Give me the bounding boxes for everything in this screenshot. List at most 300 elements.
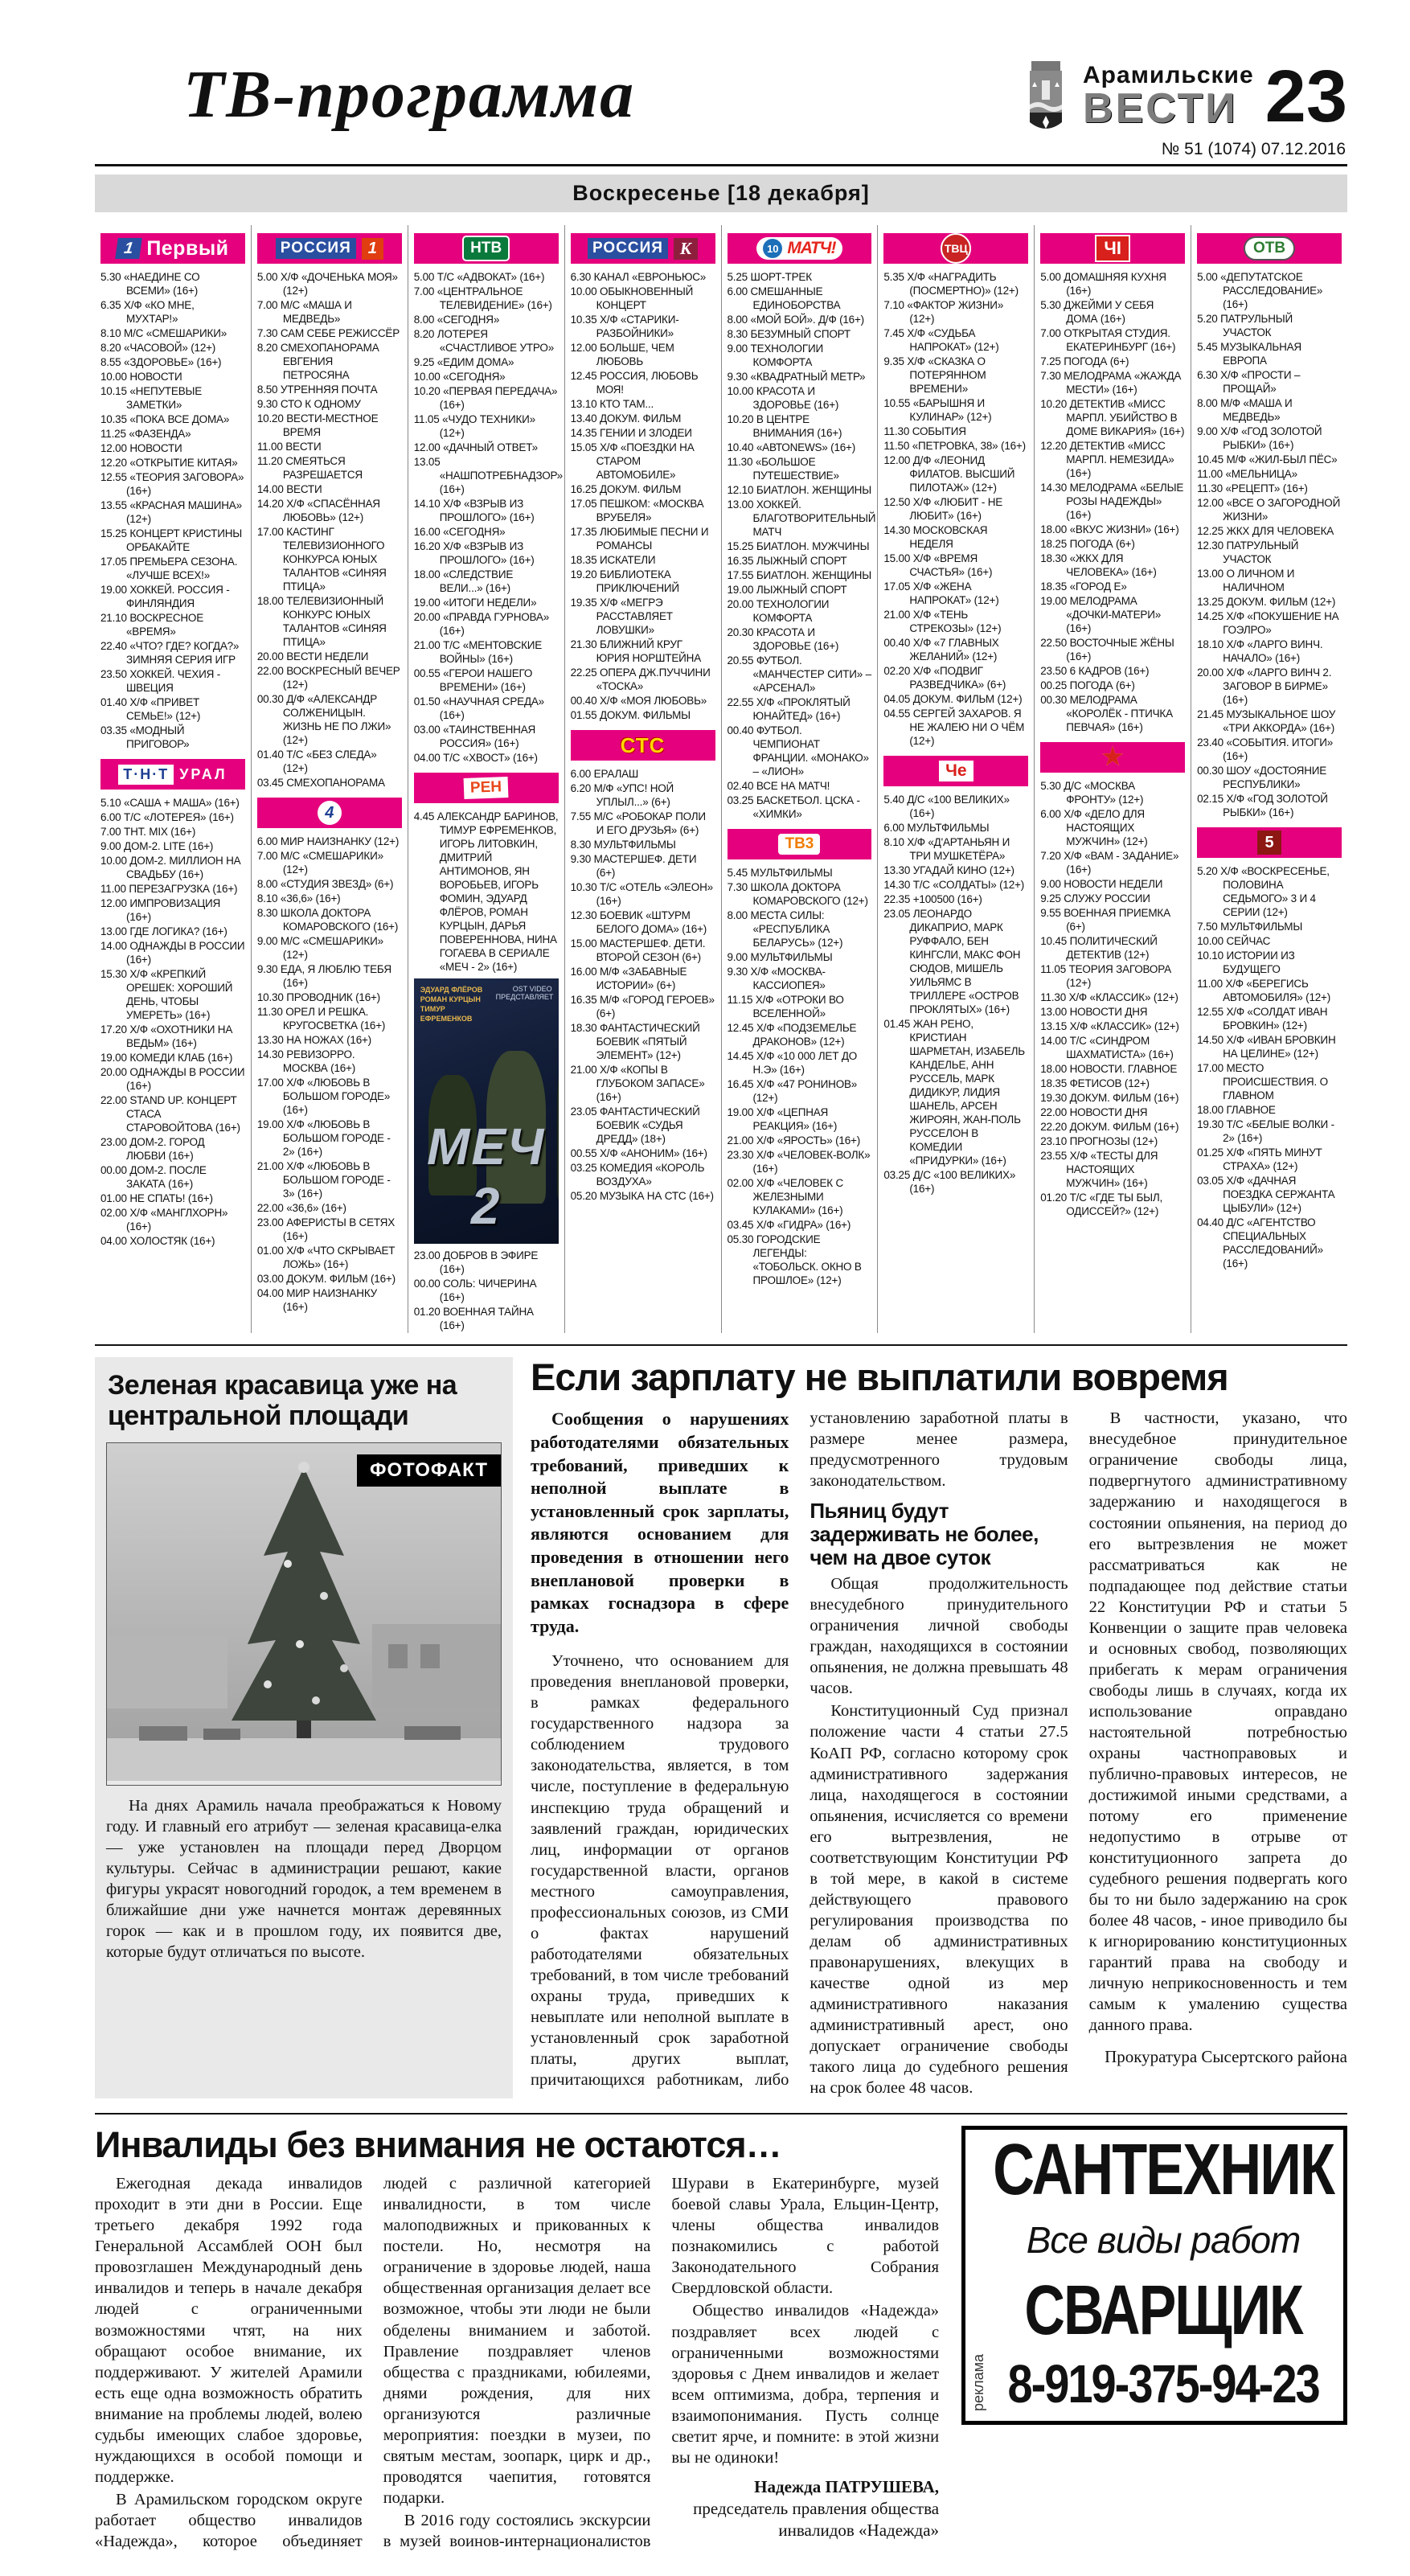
listing-item: 5.30 Д/С «МОСКВА ФРОНТУ» (12+) [1040,780,1144,806]
listing-item: 10.20 ДЕТЕКТИВ «МИСС МАРПЛ. УБИЙСТВО В ДОМЕ ВИКАРИЯ» (16+) [1040,398,1185,437]
mech2-promo-image [414,978,559,1244]
listing-item: 17.05 ПЕШКОМ: «МОСКВА ВРУБЕЛЯ» [570,498,704,523]
listing-item: 17.00 Х/Ф «ЛЮБОВЬ В БОЛЬШОМ ГОРОДЕ» (16+) [256,1077,391,1116]
listing-item: 21.00 Х/Ф «ТЕНЬ СТРЕКОЗЫ» (12+) [883,609,1002,634]
listing-item: 10.45 ПОЛИТИЧЕСКИЙ ДЕТЕКТИВ (12+) [1040,935,1158,961]
listing-item: 7.25 ПОГОДА (6+) [1040,355,1129,367]
listing-item: 9.00 ТЕХНОЛОГИИ КОМФОРТА [727,343,823,368]
che-logo-icon: Че [939,761,973,781]
listing-item: 01.00 НЕ СПАТЬ! (16+) [100,1192,213,1204]
listing-item: 14.30 Т/С «СОЛДАТЫ» (12+) [883,879,1025,891]
listing-item: 10.35 «ПОКА ВСЕ ДОМА» [100,413,230,425]
listing-item: 01.40 Х/Ф «ПРИВЕТ СЕМЬЕ!» (12+) [100,696,201,722]
listing-item: 04.00 ХОЛОСТЯК (16+) [100,1235,215,1247]
listing-item: 03.05 Х/Ф «ДАЧНАЯ ПОЕЗДКА СЕРЖАНТА ЦЫБУЛИ» (12+) [1197,1175,1335,1214]
channel-header-tnt-ural [100,759,245,790]
listing-item: 14.30 МОСКОВСКАЯ НЕДЕЛЯ [883,524,988,550]
listing-item: 14.20 Х/Ф «СПАСЁННАЯ ЛЮБОВЬ» (12+) [256,498,380,523]
signature-name: Надежда ПАТРУШЕВА, [754,2476,940,2496]
listing-item: 8.00 «СТУДИЯ ЗВЕЗД» (6+) [256,878,394,890]
listing-item: 5.25 ШОРТ-ТРЕК [727,271,812,283]
listing-item: 21.00 Х/Ф «КОПЫ В ГЛУБОКОМ ЗАПАСЕ» (16+) [570,1064,705,1103]
paragraph: Общество инвалидов «Надежда» поздравляет всех людей с ограниченными возможностями здоровья с Днем инвалидов и желает всем оптимизма, добра, терпения и взаимопонимания. Пусть солнце светит ярче, и помните: в этой жизни вы не одиноки! [671,2302,940,2467]
listing-item: 14.25 Х/Ф «ПОКУШЕНИЕ НА ГОЭЛРО» [1197,610,1339,636]
listing-item: 5.20 Х/Ф «ВОСКРЕСЕНЬЕ, ПОЛОВИНА СЕДЬМОГО» 3 И 4 СЕРИИ (12+) [1197,865,1330,918]
listing-item: 12.00 БОЛЬШЕ, ЧЕМ ЛЮБОВЬ [570,342,674,367]
listing-item: 02.20 Х/Ф «ПОДВИГ РАЗВЕДЧИКА» (6+) [883,665,1006,691]
listing-item: 20.30 КРАСОТА И ЗДОРОВЬЕ (16+) [727,626,839,652]
listing-item: 13.00 НОВОСТИ ДНЯ [1040,1006,1148,1018]
listing-item: 14.30 МЕЛОДРАМА «БЕЛЫЕ РОЗЫ НАДЕЖДЫ» (16+) [1040,482,1184,521]
listing-item: 16.35 М/Ф «ГОРОД ГЕРОЕВ» (6+) [570,994,715,1019]
listing-item: 12.50 Х/Ф «ЛЮБИТ - НЕ ЛЮБИТ» (16+) [883,496,1003,522]
listing-item: 6.00 ЕРАЛАШ [570,768,639,780]
listing-item: 6.30 Х/Ф «ПРОСТИ – ПРОЩАЙ» [1197,369,1301,395]
listing-item: 13.30 НА НОЖАХ (16+) [256,1034,371,1046]
listing-item: 5.00 «ДЕПУТАТСКОЕ РАССЛЕДОВАНИЕ» (16+) [1197,271,1323,310]
listing-item: 13.10 КТО ТАМ... [570,398,654,410]
listing-item: 7.50 МУЛЬТФИЛЬМЫ [1197,921,1303,933]
invalids-signature [671,2476,939,2542]
listing-item: 19.00 МЕЛОДРАМА «ДОЧКИ-МАТЕРИ» (16+) [1040,595,1162,634]
paragraph: В Арамильском городском округе работает общество инвалидов «Надежда», которое объединяет людей с различной категорией инвалидности, в том числе малоподвижных и прикованных к постели. Но, несмотря на ограничение в здоровье людей, наша общественная организация делает все возможное, чтобы эти люди не были обделены вниманием и заботой. Правление поздравляет членов общества с праздниками, юбилеями, днями рождения, для них организуются различные мероприятия: поездки в музеи, по святым местам, зоопарк, цирк и др., проводятся чаепития, готовятся подарки. [95,2175,651,2550]
listings-sts [571,767,715,1203]
plumber-ad [961,2126,1347,2425]
tree-caption-text: На днях Арамиль начала преображаться к Новому году. И главный его атрибут — зеленая красавица-елка — уже установлен на площади перед Дворцом культуры. Сейчас в администрации решают, какие фигуры украсят новогодний городок, а тем временем в ближайшие дни уже начнется монтаж деревянных горок — как и в прошлом году, их появится две, которые будут отличаться по высоте. [106,1797,502,1962]
listing-item: 5.00 Х/Ф «ДОЧЕНЬКА МОЯ» (12+) [256,271,398,297]
listing-item: 03.45 Х/Ф «ГИДРА» (16+) [727,1219,851,1231]
channel-header-ren [414,773,559,803]
listing-item: 01.00 Х/Ф «ЧТО СКРЫВАЕТ ЛОЖЬ» (16+) [256,1245,396,1270]
listing-item: 03.35 «МОДНЫЙ ПРИГОВОР» [100,724,190,750]
listing-item: 12.30 БОЕВИК «ШТУРМ БЕЛОГО ДОМА» (16+) [570,909,707,935]
listing-item: 9.30 МАСТЕРШЕФ. ДЕТИ (6+) [570,853,697,879]
listing-item: 5.20 ПАТРУЛЬНЫЙ УЧАСТОК [1197,313,1293,338]
tv-column-6 [877,225,1034,1333]
listing-item: 17.20 Х/Ф «ОХОТНИКИ НА ВЕДЬМ» (16+) [100,1023,233,1049]
listing-item: 5.00 Т/С «АДВОКАТ» (16+) [413,271,545,283]
listing-item: 01.20 ВОЕННАЯ ТАЙНА (16+) [413,1306,534,1331]
ren-logo-icon: РЕН [464,777,509,799]
listings-rossiya1 [257,270,402,790]
listing-item: 8.20 СМЕХОПАНОРАМА ЕВГЕНИЯ ПЕТРОСЯНА [256,342,379,381]
listing-item: 01.45 ЖАН РЕНО, КРИСТИАН ШАРМЕТАН, ИЗАБЕЛЬ КАНДЕЛЬЕ, АНН РУССЕЛЬ, МАРК ДИДИКУР, ЛИДИЯ ШАНЕЛЬ, АРСЕН ЖИРОЯН, ЖАН-ПОЛЬ РУССЕЛОН В КОМЕДИИ «ПРИДУРКИ» (16+) [883,1018,1025,1167]
listing-item: 22.50 ВОСТОЧНЫЕ ЖЁНЫ (16+) [1040,637,1174,662]
listing-item: 21.10 ВОСКРЕСНОЕ «ВРЕМЯ» [100,612,204,638]
listing-item: 12.20 ДЕТЕКТИВ «МИСС МАРПЛ. НЕМЕЗИДА» (16+) [1040,440,1174,479]
listing-item: 11.30 Х/Ф «КЛАССИК» (12+) [1040,991,1178,1003]
salary-subhead: Пьяниц будут задерживать не более, чем на двое суток [810,1499,1039,1569]
tree-article-panel [95,1357,513,2098]
listing-item: 20.00 Х/Ф «ЛАРГО ВИНЧ 2. ЗАГОВОР В БИРМЕ» (16+) [1197,667,1332,706]
listings-tvc [883,270,1028,748]
channel-header-sts [571,730,715,761]
listing-item: 20.00 ВЕСТИ НЕДЕЛИ [256,650,369,662]
rossiya1-logo-one: 1 [362,238,383,260]
listing-item: 7.30 САМ СЕБЕ РЕЖИССЁР [256,327,400,339]
listing-item: 8.50 УТРЕННЯЯ ПОЧТА [256,384,378,396]
listing-item: 16.35 ЛЫЖНЫЙ СПОРТ [727,555,847,567]
listing-item: 20.00 ТЕХНОЛОГИИ КОМФОРТА [727,598,830,624]
listing-item: 5.10 «САША + МАША» (16+) [100,797,240,809]
listing-item: 16.45 Х/Ф «47 РОНИНОВ» (12+) [727,1078,858,1104]
chi41-logo-icon: ЧI [1095,235,1130,262]
listing-item: 02.15 Х/Ф «ГОД ЗОЛОТОЙ РЫБКИ» (16+) [1197,793,1328,818]
listing-item: 7.30 ШКОЛА ДОКТОРА КОМАРОВСКОГО (12+) [727,881,868,907]
listing-item: 17.05 Х/Ф «ЖЕНА НАПРОКАТ» (12+) [883,580,999,606]
listing-item: 7.10 «ФАКТОР ЖИЗНИ» (12+) [883,299,1004,325]
signature-role-2: инвалидов «Надежда» [778,2521,940,2541]
listing-item: 10.40 «АВТОNEWS» (16+) [727,441,856,453]
listing-item: 5.45 МУЗЫКАЛЬНАЯ ЕВРОПА [1197,341,1301,367]
listing-item: 14.00 ВЕСТИ [256,483,322,495]
listing-item: 16.00 «СЕГОДНЯ» [413,526,506,538]
ntv-logo-icon: НТВ [462,236,510,261]
listing-item: 18.35 «ГОРОД Е» [1040,580,1127,593]
listings-tv3 [728,866,872,1287]
paragraph: Конституционный Суд признал положение части 4 статьи 27.5 КоАП РФ, согласно которому срок административного задержания лица, находящегося в состоянии опьянения, исчисляется со времени его вытрезвления, не соответствующим Конституции РФ в той мере, в какой в системе действующего правового регулирования производства по делам об административных правонарушениях, влекущих в качестве одной из мер административного наказания административный арест, оно допускает ограничение свободы такого лица до судебного решения на срок более 48 часов. [810,1702,1068,2097]
channel-header-ntv [414,233,559,264]
listing-item: 6.00 СМЕШАННЫЕ ЕДИНОБОРСТВА [727,285,841,311]
listing-item: 9.00 М/С «СМЕШАРИКИ» (12+) [256,935,383,961]
listing-item: 10.45 М/Ф «ЖИЛ-БЫЛ ПЁС» [1197,453,1338,466]
listing-item: 10.30 ПРОВОДНИК (16+) [256,991,380,1003]
salary-lead: Сообщения о нарушениях работодателями обязательных требований, приведших к неполной выплате в установленный срок зарплаты, являются основанием для проведения в отношении него внеплановой проверки в рамках госнадзора в сфере труда. [531,1409,789,1636]
listings-rossiya-k [571,270,715,722]
listing-item: 8.10 «36,6» (16+) [256,892,341,904]
listing-item: 01.55 ДОКУМ. ФИЛЬМЫ [570,709,691,721]
listing-item: 21.00 Т/С «МЕНТОВСКИЕ ВОЙНЫ» (16+) [413,639,543,665]
signature-role-1: председатель правления общества [693,2499,940,2519]
listing-item: 22.00 STAND UP. КОНЦЕРТ СТАСА СТАРОВОЙТОВА (16+) [100,1094,240,1134]
listing-item: 12.45 РОССИЯ, ЛЮБОВЬ МОЯ! [570,370,699,396]
listing-item: 12.10 БИАТЛОН. ЖЕНЩИНЫ [727,484,871,496]
listing-item: 5.45 МУЛЬТФИЛЬМЫ [727,867,833,879]
articles-row-2 [95,2113,1347,2552]
listing-item: 00.40 Х/Ф «МОЯ ЛЮБОВЬ» [570,695,707,707]
listing-item: 8.10 М/С «СМЕШАРИКИ» [100,327,227,339]
listing-item: 10.10 ИСТОРИИ ИЗ БУДУЩЕГО [1197,950,1295,975]
listing-item: 00.55 «ГЕРОИ НАШЕГО ВРЕМЕНИ» (16+) [413,667,533,693]
listing-item: 05.20 МУЗЫКА НА СТС (16+) [570,1190,714,1202]
listing-item: 20.00 ОДНАЖДЫ В РОССИИ (16+) [100,1066,245,1092]
listing-item: 18.30 ФАНТАСТИЧЕСКИЙ БОЕВИК «ПЯТЫЙ ЭЛЕМЕНТ» (12+) [570,1022,700,1061]
listing-item: 20.00 «ПРАВДА ГУРНОВА» (16+) [413,611,550,637]
listing-item: 23.10 ПРОГНОЗЫ (12+) [1040,1135,1158,1147]
listing-item: 16.25 ДОКУМ. ФИЛЬМ [570,483,682,495]
listing-item: 12.25 ЖКХ ДЛЯ ЧЕЛОВЕКА [1197,525,1334,537]
listing-item: 04.00 Т/С «ХВОСТ» (16+) [413,752,538,764]
match-logo-pill [756,237,842,260]
listing-item: 14.10 Х/Ф «ВЗРЫВ ИЗ ПРОШЛОГО» (16+) [413,498,535,523]
mech2-studio-label: OST VIDEO ПРЕДСТАВЛЯЕТ [495,985,554,1001]
listing-item: 11.25 «ФАЗЕНДА» [100,428,191,440]
invalids-article [95,2126,939,2552]
listing-item: 11.30 «БОЛЬШОЕ ПУТЕШЕСТВИЕ» [727,456,839,482]
listing-item: 00.55 Х/Ф «АНОНИМ» (16+) [570,1147,707,1159]
listing-item: 4.45 АЛЕКСАНДР БАРИНОВ, ТИМУР ЕФРЕМЕНКОВ, ИГОРЬ ЛИТОВКИН, ДМИТРИЙ АНТИМОНОВ, ЯН ВОРОБЬЕВ, ИГОРЬ ФОМИН, ЭДУАРД ФЛЁРОВ, РОМАН КУРЦЫН, ДАРЬЯ ПОВЕРЕННОВА, НИНА ГОГАЕВА В СЕРИАЛЕ «МЕЧ - 2» (16+) [413,810,559,973]
listing-item: 15.00 Х/Ф «ВРЕМЯ СЧАСТЬЯ» (16+) [883,552,993,578]
listing-item: 19.00 Х/Ф «ЦЕПНАЯ РЕАКЦИЯ» (16+) [727,1106,838,1132]
paragraph: В 2016 году состоялись экскурсии в музей воинов-интернационалистов Шурави в Екатеринбурге, музей боевой славы Урала, Ельцин-Центр, члены общества инвалидов познакомились с работой Законодательного Собрания Свердловской области. [383,2175,940,2550]
listing-item: 16.20 Х/Ф «ВЗРЫВ ИЗ ПРОШЛОГО» (16+) [413,540,535,566]
listing-item: 15.25 КОНЦЕРТ КРИСТИНЫ ОРБАКАЙТЕ [100,527,243,553]
listing-item: 6.00 Т/С «ЛОТЕРЕЯ» (16+) [100,811,234,823]
listing-item: 18.35 ФЕТИСОВ (12+) [1040,1077,1150,1089]
listing-item: 8.30 БЕЗУМНЫЙ СПОРТ [727,328,851,340]
brand-words [1083,62,1254,132]
listing-item: 12.00 «ДАЧНЫЙ ОТВЕТ» [413,441,538,453]
listing-item: 8.20 ЛОТЕРЕЯ «СЧАСТЛИВОЕ УТРО» [413,328,555,354]
listing-item: 13.15 Х/Ф «КЛАССИК» (12+) [1040,1020,1179,1032]
listing-item: 5.40 Д/С «100 ВЕЛИКИХ» (16+) [883,794,1010,819]
tv3-logo-icon: ТВ3 [778,834,820,855]
listing-item: 11.00 Х/Ф «БЕРЕГИСЬ АВТОМОБИЛЯ» (12+) [1197,978,1331,1003]
tree-caption [106,1795,502,1963]
listing-item: 02.00 Х/Ф «МАНГЛХОРН» (16+) [100,1207,228,1233]
listing-item: 23.05 ЛЕОНАРДО ДИКАПРИО, МАРК РУФФАЛО, БЕН КИНГСЛИ, МАКС ФОН СЮДОВ, МИШЕЛЬ УИЛЬЯМС В ТРИЛЛЕРЕ «ОСТРОВ ПРОКЛЯТЫХ» (16+) [883,908,1021,1015]
listing-item: 17.55 БИАТЛОН. ЖЕНЩИНЫ [727,569,871,581]
listing-item: 03.00 «ТАИНСТВЕННАЯ РОССИЯ» (16+) [413,724,536,749]
listing-item: 19.35 Х/Ф «МЕГРЭ РАССТАВЛЯЕТ ЛОВУШКИ» [570,597,673,636]
listing-item: 11.05 ТЕОРИЯ ЗАГОВОРА (12+) [1040,963,1171,989]
listing-item: 11.00 ПЕРЕЗАГРУЗКА (16+) [100,883,238,895]
listing-item: 6.30 КАНАЛ «ЕВРОНЬЮС» [570,271,707,283]
mech2-credits: ЭДУАРД ФЛЁРОВ РОМАН КУРЦЫН ТИМУР ЕФРЕМЕНКОВ [420,986,483,1023]
listing-item: 18.25 ПОГОДА (6+) [1040,538,1135,550]
listing-item: 7.55 М/С «РОБОКАР ПОЛИ И ЕГО ДРУЗЬЯ» (6+) [570,810,706,836]
listing-item: 6.00 Х/Ф «ДЕЛО ДЛЯ НАСТОЯЩИХ МУЖЧИН» (12+) [1040,808,1148,847]
listing-item: 11.00 ВЕСТИ [256,441,322,453]
listing-item: 13.30 УГАДАЙ КИНО (12+) [883,864,1014,876]
ad-line-svarshik: СВАРЩИК [1024,2270,1302,2349]
tv-column-8 [1191,225,1347,1333]
listing-item: 18.00 ТЕЛЕВИЗИОННЫЙ КОНКУРС ЮНЫХ ТАЛАНТОВ «СИНЯЯ ПТИЦА» [256,595,387,648]
listing-item: 5.30 «НАЕДИНЕ СО ВСЕМИ» (16+) [100,271,200,297]
listings-otv [1197,270,1342,819]
listing-item: 10.00 СЕЙЧАС [1197,935,1271,947]
city-crest-icon [1020,59,1072,133]
perviy-logo-icon: 1 [115,238,142,259]
ad-line-services: Все виды работ [1026,2219,1301,2262]
listings-ren-after [414,1249,559,1332]
channel-header-rossiya1 [257,233,402,264]
salary-article [531,1357,1347,2098]
listing-item: 13.55 «КРАСНАЯ МАШИНА» (12+) [100,499,242,525]
issue-line: № 51 (1074) 07.12.2016 [1161,140,1346,158]
listing-item: 22.20 ДОКУМ. ФИЛЬМ (16+) [1040,1121,1179,1133]
listing-item: 11.05 «ЧУДО ТЕХНИКИ» (12+) [413,413,535,439]
listing-item: 7.00 ОТКРЫТАЯ СТУДИЯ. ЕКАТЕРИНБУРГ (16+) [1040,327,1176,353]
match-logo-text: МАТЧ! [787,239,836,257]
rossiya-k-logo-icon: РОССИЯ [588,238,668,259]
listing-item: 18.00 «СЛЕДСТВИЕ ВЕЛИ...» (16+) [413,568,514,594]
listing-item: 04.05 ДОКУМ. ФИЛЬМ (12+) [883,693,1023,705]
listing-item: 8.00 М/Ф «МАША И МЕДВЕДЬ» [1197,397,1293,423]
listing-item: 8.00 МЕСТА СИЛЫ: «РЕСПУБЛИКА БЕЛАРУСЬ» (12+) [727,909,843,949]
listing-item: 21.00 Х/Ф «ЯРОСТЬ» (16+) [727,1134,861,1146]
listings-ntv [413,270,563,765]
listing-item: 5.35 Х/Ф «НАГРАДИТЬ (ПОСМЕРТНО)» (12+) [883,271,1019,297]
tree-photo-image [107,1443,501,1781]
listing-item: 8.30 ШКОЛА ДОКТОРА КОМАРОВСКОГО (16+) [256,907,399,933]
tv-column-2 [251,225,408,1333]
listing-item: 04.55 СЕРГЕЙ ЗАХАРОВ. Я НЕ ЖАЛЕЮ НИ О ЧЁМ (12+) [883,708,1025,747]
tnt-logo-icon: Т·Н·Т [118,765,174,785]
listing-item: 13.00 О ЛИЧНОМ И НАЛИЧНОМ [1197,568,1295,593]
listing-item: 19.00 КОМЕДИ КЛАБ (16+) [100,1052,233,1064]
salary-headline: Если зарплату не выплатили вовремя [531,1356,1228,1398]
listing-item: 11.30 «РЕЦЕПТ» (16+) [1197,482,1308,494]
listing-item: 23.00 АФЕРИСТЫ В СЕТЯХ (16+) [256,1216,396,1242]
listing-item: 13.05 «НАШПОТРЕБНАДЗОР» (16+) [413,456,563,495]
newspaper-brand [1020,55,1347,137]
channel-header-che [883,756,1028,786]
listing-item: 16.00 М/Ф «ЗАБАВНЫЕ ИСТОРИИ» (6+) [570,966,687,991]
listing-item: 10.00 КРАСОТА И ЗДОРОВЬЕ (16+) [727,385,839,411]
listing-item: 10.20 ВЕСТИ-МЕСТНОЕ ВРЕМЯ [256,412,379,438]
tv-grid [95,225,1347,1346]
listing-item: 10.00 ОБЫКНОВЕННЫЙ КОНЦЕРТ [570,285,694,311]
listing-item: 6.00 МУЛЬТФИЛЬМЫ [883,822,990,834]
listing-item: 18.30 «ЖКХ ДЛЯ ЧЕЛОВЕКА» (16+) [1040,552,1157,578]
channel-header-4kanal [257,798,402,828]
listing-item: 10.00 ДОМ-2. МИЛЛИОН НА СВАДЬБУ (16+) [100,855,241,880]
listing-item: 17.00 КАСТИНГ ТЕЛЕВИЗИОННОГО КОНКУРСА ЮНЫХ ТАЛАНТОВ «СИНЯЯ ПТИЦА» [256,526,387,593]
listing-item: 23.05 ФАНТАСТИЧЕСКИЙ БОЕВИК «СУДЬЯ ДРЕДД» (18+) [570,1105,700,1145]
listing-item: 15.30 Х/Ф «КРЕПКИЙ ОРЕШЕК: ХОРОШИЙ ДЕНЬ, ЧТОБЫ УМЕРЕТЬ» (16+) [100,968,233,1021]
listing-item: 11.30 ОРЕЛ И РЕШКА. КРУГОСВЕТКА (16+) [256,1006,386,1032]
tvc-logo-icon: ТВЦ [941,233,971,264]
listing-item: 13.25 ДОКУМ. ФИЛЬМ (12+) [1197,596,1336,608]
channel-header-otv [1197,233,1342,264]
page-title: ТВ-программа [183,57,636,132]
listing-item: 6.20 М/Ф «УПС! НОЙ УПЛЫЛ...» (6+) [570,782,674,808]
listing-item: 8.00 «СЕГОДНЯ» [413,314,500,326]
listing-item: 12.45 Х/Ф «ПОДЗЕМЕЛЬЕ ДРАКОНОВ» (12+) [727,1022,857,1048]
listings-5kanal [1197,864,1342,1270]
channel-header-tv3 [728,829,872,859]
listing-item: 5.30 ДЖЕЙМИ У СЕБЯ ДОМА (16+) [1040,299,1154,325]
paragraph: В частности, указано, что внесудебное принудительное ограничение свободы лица, подвергнутого административному задержанию и находящегося в состоянии опьянения, на период до его вытрезвления не может рассматриваться как не подпадающее под действие статьи 22 Конституции РФ и статьи 5 Конвенции о защите прав человека и основных свобод, позволяющих прибегать к мерам ограничения свободы лишь в случаях, когда их использование оправдано настоятельной потребностью охраны частноправовых и публично-правовых интересов, не достижимой иными средствами, а потому его применение недопустимо в отрыве от конституционного запрета до судебного решения подвергать кого бы то ни было задержанию на срок более 48 часов, - иное приводило бы к игнорированию конституционных гарантий права на свободу и личную неприкосновенность и тем самым к умалению существа данного права. [1088,1409,1347,2035]
photofact-badge: ФОТОФАКТ [357,1454,501,1487]
page-number: 23 [1264,55,1347,137]
invalids-headline: Инвалиды без внимания не остаются… [95,2124,781,2166]
listing-item: 9.35 Х/Ф «СКАЗКА О ПОТЕРЯННОМ ВРЕМЕНИ» [883,355,986,395]
listing-item: 10.20 «ПЕРВАЯ ПЕРЕДАЧА» (16+) [413,385,558,411]
listing-item: 7.20 Х/Ф «ВАМ - ЗАДАНИЕ» (16+) [1040,850,1179,876]
brand-bottom: ВЕСТИ [1083,85,1238,132]
listing-item: 9.00 ДОМ-2. LITE (16+) [100,840,214,852]
listing-item: 19.00 ХОККЕЙ. РОССИЯ - ФИНЛЯНДИЯ [100,584,230,609]
listing-item: 22.55 Х/Ф «ПРОКЛЯТЫЙ ЮНАЙТЕД» (16+) [727,696,851,722]
listing-item: 8.30 МУЛЬТФИЛЬМЫ [570,839,676,851]
listing-item: 20.55 ФУТБОЛ. «МАНЧЕСТЕР СИТИ» – «АРСЕНАЛ» [727,654,871,694]
listing-item: 18.00 «ВКУС ЖИЗНИ» (16+) [1040,523,1179,535]
listing-item: 12.20 «ОТКРЫТИЕ КИТАЯ» [100,457,238,469]
listing-item: 00.40 ФУТБОЛ. ЧЕМПИОНАТ ФРАНЦИИ. «МОНАКО» – «ЛИОН» [727,724,869,777]
listing-item: 18.10 Х/Ф «ЛАРГО ВИНЧ. НАЧАЛО» (16+) [1197,638,1323,664]
listing-item: 6.00 МИР НАИЗНАНКУ (12+) [256,835,400,847]
listing-item: 23.50 ХОККЕЙ. ЧЕХИЯ - ШВЕЦИЯ [100,668,221,694]
listing-item: 17.00 МЕСТО ПРОИСШЕСТВИЯ. О ГЛАВНОМ [1197,1062,1328,1101]
listings-tnt-ural [100,796,245,1248]
listing-item: 17.05 ПРЕМЬЕРА СЕЗОНА. «ЛУЧШЕ ВСЕХ!» [100,556,238,581]
paragraph: Уточнено, что основанием для проведения внеплановой проверки, в рамках федерального государственного надзора за соблюдением трудового законодательства, является, в том числе, поступление в федеральную инспекцию труда обращений и заявлений граждан, юридических лиц, информации от органов государственной власти, органов местного самоуправления, профессиональных союзов, из СМИ о фактах нарушений работодателями обязательных требований, в том числе требований охраны труда, приведших к невыплате или неполной выплате в установленный срок заработной платы, других выплат, причитающихся работникам, либо установлению заработной платы в размере менее размера, предусмотренного трудовым законодательством. [531,1409,1068,2089]
listing-item: 21.45 МУЗЫКАЛЬНОЕ ШОУ «ТРИ АККОРДА» (16+) [1197,708,1336,734]
tv-column-5 [721,225,878,1333]
listing-item: 11.30 СОБЫТИЯ [883,425,966,437]
listing-item: 14.45 Х/Ф «10 000 ЛЕТ ДО Н.Э» (16+) [727,1050,858,1076]
listing-item: 12.55 «ТЕОРИЯ ЗАГОВОРА» (16+) [100,471,244,497]
channel-header-match [728,233,872,264]
ad-phone-number: 8-919-375-94-23 [1007,2352,1319,2414]
listing-item: 13.40 ДОКУМ. ФИЛЬМ [570,412,682,425]
listing-item: 13.00 ГДЕ ЛОГИКА? (16+) [100,925,227,937]
listing-item: 22.40 «ЧТО? ГДЕ? КОГДА?» ЗИМНЯЯ СЕРИЯ ИГР [100,640,240,666]
listing-item: 9.30 ЕДА, Я ЛЮБЛЮ ТЕБЯ (16+) [256,963,391,989]
listing-item: 9.25 «ЕДИМ ДОМА» [413,356,514,368]
date-bar: Воскресенье [18 декабря] [95,174,1347,212]
listing-item: 19.00 «ИТОГИ НЕДЕЛИ» [413,597,537,609]
listing-item: 10.30 Т/С «ОТЕЛЬ «ЭЛЕОН» (16+) [570,881,713,907]
listing-item: 19.30 Т/С «БЕЛЫЕ ВОЛКИ - 2» (16+) [1197,1118,1334,1144]
listing-item: 10.15 «НЕПУТЕВЫЕ ЗАМЕТКИ» [100,385,203,411]
listing-item: 00.25 ПОГОДА (6+) [1040,679,1135,691]
tnt-ural-label: УРАЛ [179,765,227,782]
listing-item: 15.00 МАСТЕРШЕФ. ДЕТИ. ВТОРОЙ СЕЗОН (6+) [570,937,706,963]
listing-item: 14.00 ОДНАЖДЫ В РОССИИ (16+) [100,940,245,966]
paragraph: Общая продолжительность внесудебного принудительного ограничения личной свободы граждан, находящихся в состоянии опьянения, не должна превышать 48 часов. [810,1575,1068,1698]
listing-item: 19.30 ДОКУМ. ФИЛЬМ (16+) [1040,1092,1179,1104]
masthead [95,29,1347,137]
listing-item: 19.00 ЛЫЖНЫЙ СПОРТ [727,584,847,596]
ad-line-santehnik: САНТЕХНИК [993,2130,1334,2211]
listing-item: 00.00 СОЛЬ: ЧИЧЕРИНА (16+) [413,1278,537,1303]
listing-item: 01.25 Х/Ф «ПЯТЬ МИНУТ СТРАХА» (12+) [1197,1146,1322,1172]
listing-item: 12.00 НОВОСТИ [100,442,182,454]
listings-perviy [100,270,245,751]
listing-item: 02.00 Х/Ф «ЧЕЛОВЕК С ЖЕЛЕЗНЫМИ КУЛАКАМИ» (16+) [727,1177,844,1216]
listing-item: 03.25 КОМЕДИЯ «КОРОЛЬ ВОЗДУХА» [570,1162,705,1188]
listing-item: 8.20 «ЧАСОВОЙ» (12+) [100,342,216,354]
listing-item: 00.40 Х/Ф «7 ГЛАВНЫХ ЖЕЛАНИЙ» (12+) [883,637,999,662]
articles-row-1 [95,1357,1347,2098]
listing-item: 03.45 СМЕХОПАНОРАМА [256,777,385,789]
listing-item: 14.00 Т/С «СИНДРОМ ШАХМАТИСТА» (16+) [1040,1035,1174,1060]
listing-item: 10.35 Х/Ф «СТАРИКИ-РАЗБОЙНИКИ» [570,314,679,339]
perviy-logo-name: Первый [146,236,229,260]
listing-item: 11.50 «ПЕТРОВКА, 38» (16+) [883,440,1026,452]
tv-column-3 [408,225,564,1333]
listings-zvezda [1040,779,1185,1218]
listing-item: 8.10 Х/Ф «Д'АРТАНЬЯН И ТРИ МУШКЕТЁРА» [883,836,1010,862]
listing-item: 00.00 ДОМ-2. ПОСЛЕ ЗАКАТА (16+) [100,1164,207,1190]
listing-item: 9.25 СЛУЖУ РОССИИ [1040,892,1150,904]
salary-signature: Прокуратура Сысертского района [1105,2047,1347,2067]
listings-match [727,270,876,821]
otv-logo-icon: ОТВ [1244,236,1295,260]
sts-logo-icon: СТС [620,732,666,757]
listing-item: 03.25 БАСКЕТБОЛ. ЦСКА - «ХИМКИ» [727,794,860,820]
listing-item: 7.45 Х/Ф «СУДЬБА НАПРОКАТ» (12+) [883,327,999,353]
tv-column-1 [95,225,251,1333]
listing-item: 14.30 РЕВИЗОРРО. МОСКВА (16+) [256,1048,356,1074]
listing-item: 00.30 МЕЛОДРАМА «КОРОЛЁК - ПТИЧКА ПЕВЧАЯ» (16+) [1040,694,1173,733]
listing-item: 05.30 ГОРОДСКИЕ ЛЕГЕНДЫ: «ТОБОЛЬСК. ОКНО В ПРОШЛОЕ» (12+) [727,1233,862,1286]
channel-header-5kanal [1197,827,1342,858]
listing-item: 11.15 Х/Ф «ОТРОКИ ВО ВСЕЛЕННОЙ» [727,994,844,1019]
